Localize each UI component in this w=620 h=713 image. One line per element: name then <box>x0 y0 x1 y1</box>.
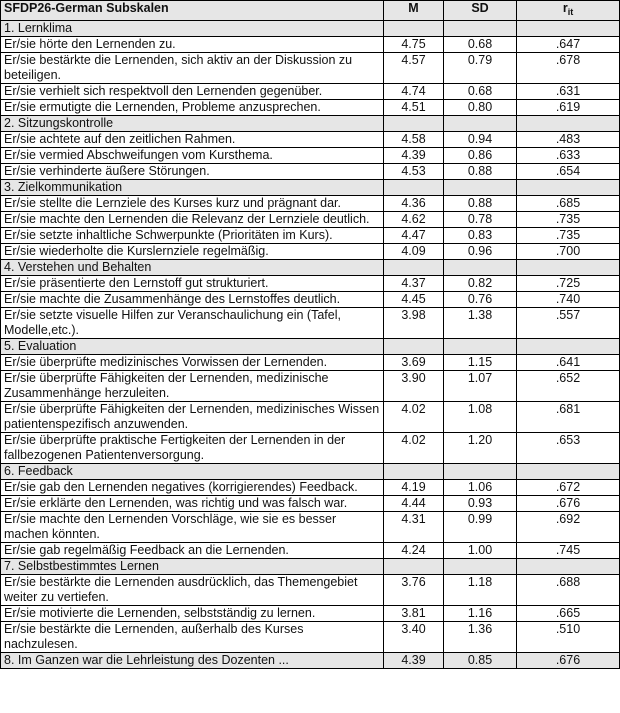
overall-rit: .676 <box>517 653 620 669</box>
item-text: Er/sie stellte die Lernziele des Kurses kurz und prägnant dar. <box>1 196 384 212</box>
item-mean: 4.37 <box>384 276 444 292</box>
item-mean: 3.69 <box>384 355 444 371</box>
section-header-row <box>1 339 620 355</box>
item-sd: 1.15 <box>444 355 517 371</box>
item-sd: 0.99 <box>444 512 517 543</box>
item-text: Er/sie machte den Lernenden die Relevanz der Lernziele deutlich. <box>1 212 384 228</box>
item-rit: .633 <box>517 148 620 164</box>
item-rit: .735 <box>517 228 620 244</box>
table-row <box>1 480 620 496</box>
item-sd: 1.20 <box>444 433 517 464</box>
item-text: Er/sie hörte den Lernenden zu. <box>1 37 384 53</box>
item-rit: .510 <box>517 622 620 653</box>
item-sd: 0.82 <box>444 276 517 292</box>
item-sd: 1.08 <box>444 402 517 433</box>
item-text: Er/sie verhinderte äußere Störungen. <box>1 164 384 180</box>
item-rit: .619 <box>517 100 620 116</box>
header-mean: M <box>384 1 444 21</box>
section-empty-rit <box>517 559 620 575</box>
item-sd: 0.94 <box>444 132 517 148</box>
table-row <box>1 512 620 543</box>
item-rit: .665 <box>517 606 620 622</box>
section-empty-m <box>384 559 444 575</box>
item-mean: 3.40 <box>384 622 444 653</box>
table-row <box>1 355 620 371</box>
item-text: Er/sie erklärte den Lernenden, was richtig und was falsch war. <box>1 496 384 512</box>
header-sd: SD <box>444 1 517 21</box>
table-row <box>1 84 620 100</box>
item-sd: 1.00 <box>444 543 517 559</box>
table-row <box>1 575 620 606</box>
item-text: Er/sie verhielt sich respektvoll den Lernenden gegenüber. <box>1 84 384 100</box>
item-mean: 3.81 <box>384 606 444 622</box>
item-mean: 3.90 <box>384 371 444 402</box>
item-sd: 0.68 <box>444 84 517 100</box>
item-sd: 1.38 <box>444 308 517 339</box>
item-mean: 4.74 <box>384 84 444 100</box>
item-mean: 4.62 <box>384 212 444 228</box>
item-rit: .740 <box>517 292 620 308</box>
item-mean: 4.02 <box>384 402 444 433</box>
table-row <box>1 308 620 339</box>
section-empty-rit <box>517 339 620 355</box>
table-row <box>1 196 620 212</box>
overall-text: 8. Im Ganzen war die Lehrleistung des Dozenten ... <box>1 653 384 669</box>
item-mean: 3.76 <box>384 575 444 606</box>
item-rit: .557 <box>517 308 620 339</box>
item-mean: 3.98 <box>384 308 444 339</box>
section-header-row <box>1 559 620 575</box>
section-header-row <box>1 21 620 37</box>
item-rit: .685 <box>517 196 620 212</box>
item-text: Er/sie bestärkte die Lernenden, sich aktiv an der Diskussion zu beteiligen. <box>1 53 384 84</box>
section-empty-m <box>384 21 444 37</box>
item-sd: 0.83 <box>444 228 517 244</box>
item-rit: .483 <box>517 132 620 148</box>
item-rit: .654 <box>517 164 620 180</box>
item-mean: 4.58 <box>384 132 444 148</box>
item-rit: .688 <box>517 575 620 606</box>
item-text: Er/sie machte den Lernenden Vorschläge, wie sie es besser machen könnten. <box>1 512 384 543</box>
header-rit-base: r <box>562 1 568 15</box>
section-empty-sd <box>444 116 517 132</box>
overall-sd: 0.85 <box>444 653 517 669</box>
table-row <box>1 53 620 84</box>
item-sd: 1.07 <box>444 371 517 402</box>
table-header-row <box>1 1 620 21</box>
item-text: Er/sie gab regelmäßig Feedback an die Lernenden. <box>1 543 384 559</box>
section-header-row <box>1 260 620 276</box>
item-sd: 1.16 <box>444 606 517 622</box>
section-empty-m <box>384 464 444 480</box>
table-row <box>1 622 620 653</box>
item-sd: 1.18 <box>444 575 517 606</box>
item-text: Er/sie bestärkte die Lernenden, außerhalb des Kurses nachzulesen. <box>1 622 384 653</box>
item-mean: 4.31 <box>384 512 444 543</box>
item-rit: .678 <box>517 53 620 84</box>
table-row <box>1 212 620 228</box>
section-empty-sd <box>444 464 517 480</box>
section-empty-m <box>384 180 444 196</box>
item-sd: 0.93 <box>444 496 517 512</box>
item-mean: 4.09 <box>384 244 444 260</box>
section-title: 5. Evaluation <box>1 339 384 355</box>
item-rit: .745 <box>517 543 620 559</box>
item-text: Er/sie machte die Zusammenhänge des Lernstoffes deutlich. <box>1 292 384 308</box>
section-empty-sd <box>444 180 517 196</box>
section-empty-sd <box>444 21 517 37</box>
section-title: 1. Lernklima <box>1 21 384 37</box>
item-text: Er/sie bestärkte die Lernenden ausdrücklich, das Themengebiet weiter zu vertiefen. <box>1 575 384 606</box>
item-text: Er/sie setzte visuelle Hilfen zur Veranschaulichung ein (Tafel, Modelle,etc.). <box>1 308 384 339</box>
section-empty-rit <box>517 260 620 276</box>
item-rit: .681 <box>517 402 620 433</box>
section-header-row <box>1 116 620 132</box>
item-rit: .647 <box>517 37 620 53</box>
item-rit: .672 <box>517 480 620 496</box>
section-title: 2. Sitzungskontrolle <box>1 116 384 132</box>
item-text: Er/sie präsentierte den Lernstoff gut strukturiert. <box>1 276 384 292</box>
item-rit: .725 <box>517 276 620 292</box>
item-mean: 4.36 <box>384 196 444 212</box>
item-rit: .735 <box>517 212 620 228</box>
item-sd: 1.06 <box>444 480 517 496</box>
item-text: Er/sie achtete auf den zeitlichen Rahmen. <box>1 132 384 148</box>
section-title: 3. Zielkommunikation <box>1 180 384 196</box>
table-row <box>1 37 620 53</box>
table-row <box>1 228 620 244</box>
overall-mean: 4.39 <box>384 653 444 669</box>
section-title: 7. Selbstbestimmtes Lernen <box>1 559 384 575</box>
item-sd: 0.78 <box>444 212 517 228</box>
item-mean: 4.44 <box>384 496 444 512</box>
item-text: Er/sie wiederholte die Kurslernziele regelmäßig. <box>1 244 384 260</box>
section-empty-m <box>384 339 444 355</box>
item-rit: .700 <box>517 244 620 260</box>
item-sd: 1.36 <box>444 622 517 653</box>
table-row <box>1 543 620 559</box>
section-empty-m <box>384 260 444 276</box>
item-rit: .631 <box>517 84 620 100</box>
section-empty-sd <box>444 260 517 276</box>
section-header-row <box>1 464 620 480</box>
item-text: Er/sie setzte inhaltliche Schwerpunkte (Prioritäten im Kurs). <box>1 228 384 244</box>
section-title: 6. Feedback <box>1 464 384 480</box>
table-row <box>1 244 620 260</box>
table-row <box>1 164 620 180</box>
item-sd: 0.80 <box>444 100 517 116</box>
section-header-row <box>1 180 620 196</box>
item-mean: 4.39 <box>384 148 444 164</box>
section-empty-m <box>384 116 444 132</box>
header-subscale: SFDP26-German Subskalen <box>1 1 384 21</box>
table-row <box>1 100 620 116</box>
section-empty-rit <box>517 464 620 480</box>
table-row <box>1 148 620 164</box>
item-rit: .653 <box>517 433 620 464</box>
section-empty-rit <box>517 116 620 132</box>
table-row <box>1 371 620 402</box>
table-row <box>1 433 620 464</box>
item-text: Er/sie gab den Lernenden negatives (korrigierendes) Feedback. <box>1 480 384 496</box>
item-sd: 0.76 <box>444 292 517 308</box>
item-sd: 0.88 <box>444 164 517 180</box>
item-text: Er/sie ermutigte die Lernenden, Probleme anzusprechen. <box>1 100 384 116</box>
item-text: Er/sie überprüfte Fähigkeiten der Lernenden, medizinisches Wissen patientenspezifisch anzuwenden. <box>1 402 384 433</box>
item-text: Er/sie überprüfte Fähigkeiten der Lernenden, medizinische Zusammenhänge herzuleiten. <box>1 371 384 402</box>
item-rit: .676 <box>517 496 620 512</box>
item-mean: 4.19 <box>384 480 444 496</box>
item-mean: 4.24 <box>384 543 444 559</box>
section-empty-sd <box>444 339 517 355</box>
table-row <box>1 496 620 512</box>
header-rit <box>517 1 620 21</box>
item-rit: .652 <box>517 371 620 402</box>
table-row <box>1 402 620 433</box>
item-rit: .692 <box>517 512 620 543</box>
item-sd: 0.68 <box>444 37 517 53</box>
item-mean: 4.53 <box>384 164 444 180</box>
section-empty-sd <box>444 559 517 575</box>
item-text: Er/sie überprüfte praktische Fertigkeiten der Lernenden in der fallbezogenen Patientenversorgung. <box>1 433 384 464</box>
table-row <box>1 292 620 308</box>
table-row <box>1 132 620 148</box>
item-mean: 4.51 <box>384 100 444 116</box>
item-mean: 4.57 <box>384 53 444 84</box>
item-sd: 0.79 <box>444 53 517 84</box>
item-sd: 0.96 <box>444 244 517 260</box>
section-empty-rit <box>517 21 620 37</box>
overall-rating-row <box>1 653 620 669</box>
section-empty-rit <box>517 180 620 196</box>
item-mean: 4.75 <box>384 37 444 53</box>
item-rit: .641 <box>517 355 620 371</box>
header-rit-sub: it <box>567 7 574 17</box>
table-row <box>1 276 620 292</box>
table-body <box>1 21 620 669</box>
item-mean: 4.45 <box>384 292 444 308</box>
item-text: Er/sie motivierte die Lernenden, selbstständig zu lernen. <box>1 606 384 622</box>
item-sd: 0.86 <box>444 148 517 164</box>
item-mean: 4.02 <box>384 433 444 464</box>
item-text: Er/sie überprüfte medizinisches Vorwissen der Lernenden. <box>1 355 384 371</box>
section-title: 4. Verstehen und Behalten <box>1 260 384 276</box>
item-mean: 4.47 <box>384 228 444 244</box>
table-row <box>1 606 620 622</box>
item-text: Er/sie vermied Abschweifungen vom Kursthema. <box>1 148 384 164</box>
item-sd: 0.88 <box>444 196 517 212</box>
